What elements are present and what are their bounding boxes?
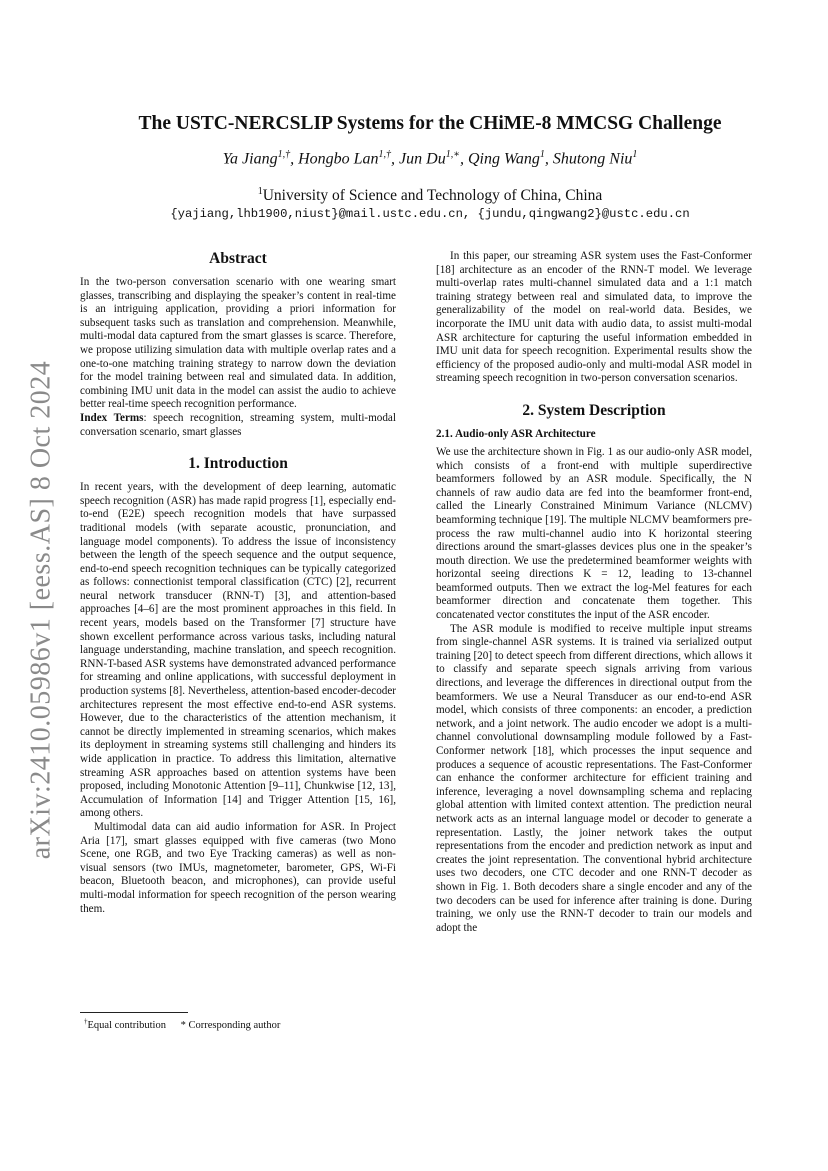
introduction-heading: 1. Introduction [188,455,288,473]
affiliation [80,186,780,205]
author-emails: {yajiang,lhb1900,niust}@mail.ustc.edu.cn, {jundu,qingwang2}@ustc.edu.cn [170,207,690,221]
system-description-heading: 2. System Description [522,401,666,419]
abstract-text: In the two-person conversation scenario with one wearing smart glasses, transcribing and displaying the speaker’s content in real-time is an intriguing application, providing a priori information for subsequent tasks such as translation and comprehension. Meanwhile, multi-modal data captured from the smart glasses is scarce. Therefore, we propose utilizing simulation data with multiple overlap rates and a one-to-one matching training strategy to narrow down the deviation for the model training between real and simulated data. In addition, combining IMU unit data in the model can assist the audio to achieve better real-time speech recognition performance. [80,276,396,411]
author-name: Hongbo Lan [298,150,379,168]
index-terms-text: : speech recognition, streaming system, multi-modal conversation scenario, smart glasses [80,411,396,438]
author-mark: 1 [539,149,545,160]
author-name: Qing Wang [467,150,540,168]
affiliation-mark: 1 [257,186,263,197]
author-mark: 1 [632,149,638,160]
index-terms [80,412,396,439]
introduction-paragraph-2: Multimodal data can aid audio information for ASR. In Project Aria [17], smart glasses equipped with five cameras (two Mono Scene, one RGB, and two Eye Tracking cameras) as well as non-visual sensors (two IMUs, magnetometer, barometer, GPS, Wi-Fi beacon, Bluetooth beacon, and microphones), can provide useful multi-modal information for speech recognition of the person wearing them. [80,820,396,915]
author-mark: 1,† [277,149,291,160]
footnote [80,1012,396,1031]
left-column [80,250,396,916]
affiliation-text: University of Science and Technology of China, China [262,187,603,205]
audio-only-subheading: 2.1. Audio-only ASR Architecture [436,427,596,440]
author-name: Shutong Niu [552,150,633,168]
footnote-equal-contribution: Equal contribution [87,1019,166,1031]
paper-title: The USTC-NERCSLIP Systems for the CHiME-8 MMCSG Challenge [138,113,722,134]
author-mark: 1,∗ [445,149,460,160]
introduction-paragraph-1: In recent years, with the development of deep learning, automatic speech recognition (ASR) has made rapid progress [1], especially end-to-end (E2E) speech recognition models that have surpassed traditional models (with separate acoustic, pronunciation, and language model components). To address the issue of inconsistency between the length of the speech sequence and the output sequence, end-to-end speech recognition techniques can be typically categorized as follows: connectionist temporal classification (CTC) [2], recurrent neural network transducer (RNN-T) [3], and attention-based approaches [4–6] are the most prominent approaches in this field. In recent years, models based on the Transformer [7] structure have shown excellent performance across various tasks, including natural language understanding, machine translation, and speech recognition. RNN-T-based ASR systems have demonstrated advanced performance for streaming and online applications, with successful deployment in production systems [8]. Nevertheless, attention-based encoder-decoder architectures represent the most effective end-to-end ASR systems. However, due to the characteristics of the attention mechanism, it cannot be directly implemented in streaming scenarios, which makes its deployment in streaming systems still challenging and hinders its wide application in practice. To address this limitation, alternative streaming ASR approaches based on attention systems have been proposed, including Monotonic Attention [9–11], Chunkwise [12, 13], Accumulation of Information [14] and Trigger Attention [15, 16], among others. [80,481,396,820]
footnote-corresponding: * Corresponding author [180,1019,281,1031]
footnote-rule [80,1012,188,1013]
arxiv-identifier: arXiv:2410.05986v1 [eess.AS] 8 Oct 2024 [25,360,56,860]
author-mark: 1,† [378,149,392,160]
author-name: Jun Du [399,150,446,168]
right-column [436,250,752,935]
system-paragraph-1: We use the architecture shown in Fig. 1 as our audio-only ASR model, which consists of a front-end with multiple superdirective beamformers followed by an ASR module. Specifically, the N channels of raw audio data are fed into the beamformer front-end, called the Linearly Constrained Minimum Variance (NLCMV) beamforming technique [19]. The multiple NLCMV beamformers pre-process the raw multi-channel audio into K horizontal steering directions around the smart-glasses devices plus one in the speaker’s mouth direction. We use the predetermined beamformer weights with horizontal seeing directions K = 12, leading to 13-channel beamformed outputs. Then we extract the log-Mel features for each beamformer direction and concatenate them together. This concatenated vector constitutes the input of the ASR encoder. [436,445,752,622]
abstract-heading: Abstract [209,250,267,267]
author-list: Ya Jiang$^{1,\dagger}$, Hongbo Lan$^{1,\dagger}$, Jun $Du^{1,∗}$, Qing Wang$^1$, Shutong Niu$^1$ [222,149,638,168]
intro-continuation-paragraph: In this paper, our streaming ASR system uses the Fast-Conformer [18] architecture as an encoder of the RNN-T model. We leverage multi-overlap rates multi-channel simulated data and a 1:1 match training strategy between real and simulated data, to improve the generalizability of the model on real-world data. Besides, we incorporate the IMU unit data with audio data, to assist multi-modal ASR architecture for capturing the useful information embedded in IMU unit data for speech recognition. Experimental results show the efficiency of the proposed audio-only and multi-modal ASR model in streaming speech recognition in two-person conversation scenarios. [436,250,752,385]
system-paragraph-2: The ASR module is modified to receive multiple input streams from single-channel ASR systems. It is trained via serialized output training [20] to detect speech from different directions, which allows it to classify and separate speech signals arriving from various directions, and leverage the differences in directional output from the beamformers. We use a Neural Transducer as our end-to-end ASR model, which consists of three components: an encoder, a prediction network, and a joint network. The audio encoder we adopt is a multi-channel convolutional downsampling module followed by a Fast-Conformer network [18], which processes the input sequence and produces a sequence of acoustic representations. The Fast-Conformer can enhance the conformer architecture for efficient training and inference, leveraging a novel downsampling schema and replacing global attention with limited context attention. The prediction neural network acts as an internal language model or decoder to generate a representation. Lastly, the joiner network takes the output representations from the encoder and prediction network as input and creates the joint representation. The conventional hybrid architecture uses two decoders, one CTC decoder and one RNN-T decoder as shown in Fig. 1. Both decoders share a single encoder and any of the two decoders can be used for inference after training is done. During training, we only use the RNN-T decoder to train our models and adopt the [436,622,752,934]
author-name: Ya Jiang [222,150,278,168]
footnote-dagger: † [84,1017,88,1025]
index-terms-label: Index Terms [80,411,144,424]
